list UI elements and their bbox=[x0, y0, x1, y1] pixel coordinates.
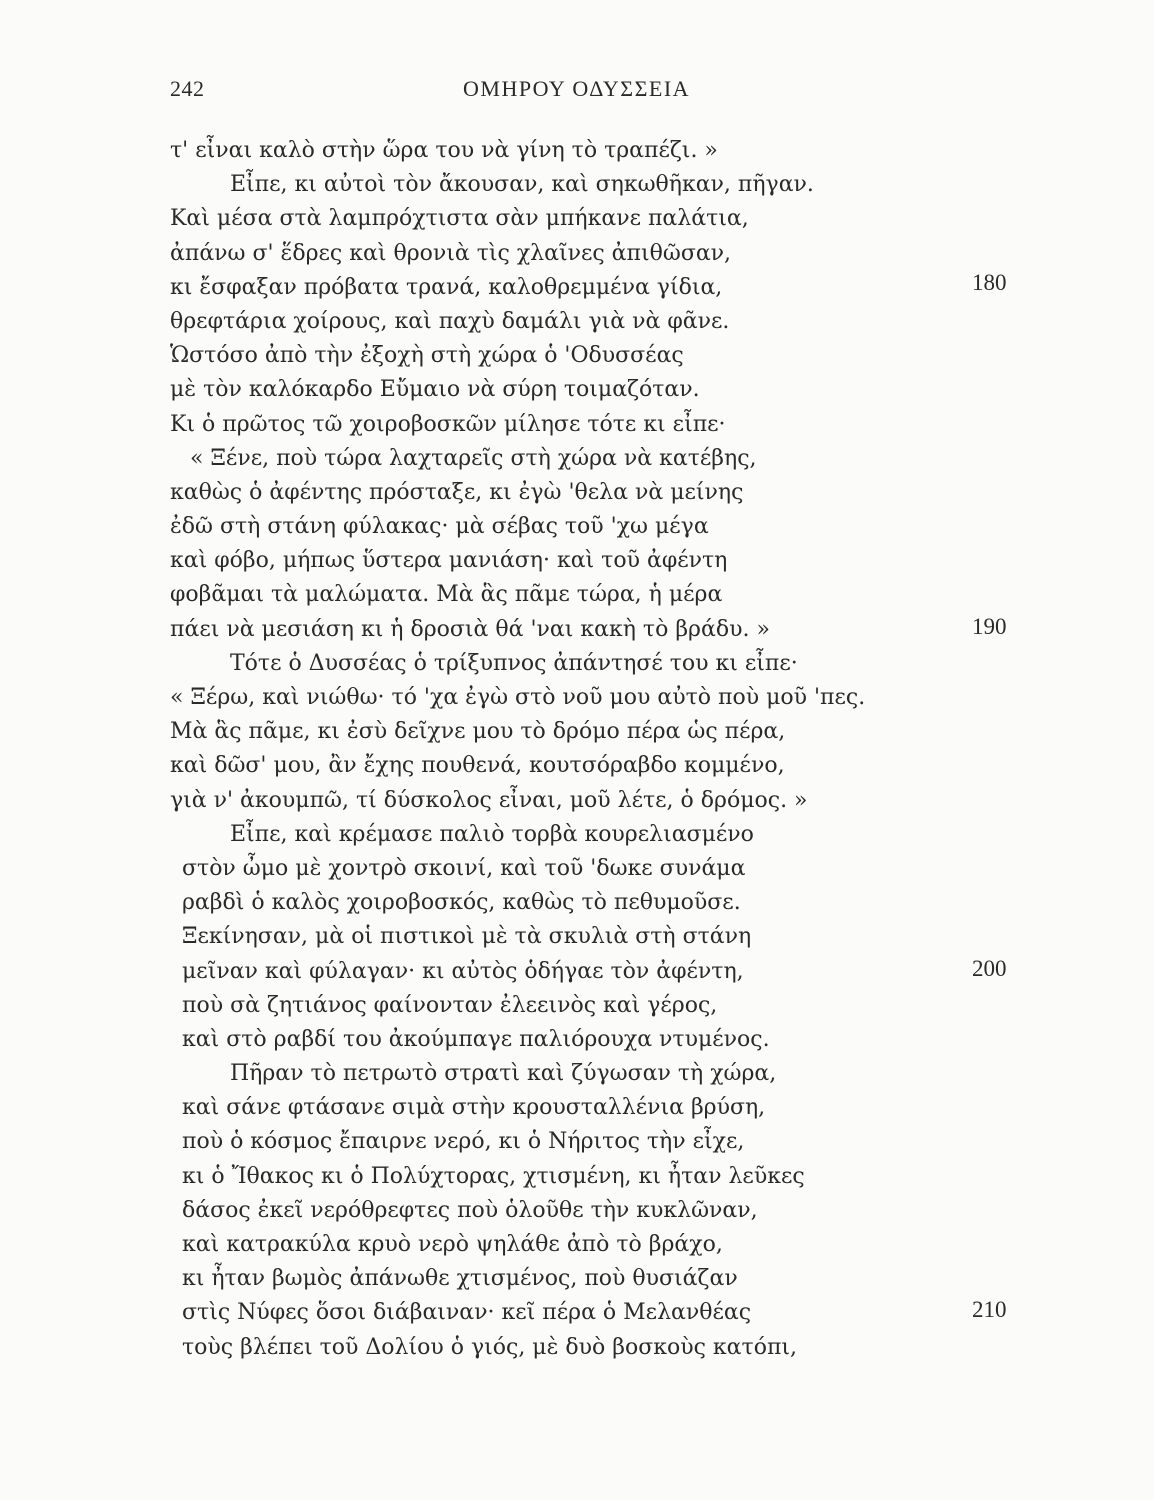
verse-line: καὶ φόβο, μήπως ὕστερα μανιάση· καὶ τοῦ ἀφέντη bbox=[170, 548, 728, 574]
verse-line: μὲ τὸν καλόκαρδο Εὔμαιο νὰ σύρη τοιμαζόταν. bbox=[170, 377, 700, 403]
verse-line: ποὺ ὁ κόσμος ἔπαιρνε νερό, κι ὁ Νήριτος τὴν εἶχε, bbox=[182, 1129, 745, 1155]
line-number-210: 210 bbox=[972, 1297, 1007, 1322]
verse-line: ποὺ σὰ ζητιάνος φαίνονταν ἐλεεινὸς καὶ γέρος, bbox=[182, 992, 718, 1018]
verse-line: γιὰ ν' ἀκουμπῶ, τί δύσκολος εἶναι, μοῦ λέτε, ὁ δρόμος. » bbox=[170, 787, 808, 813]
verse-line: Καὶ μέσα στὰ λαμπρόχτιστα σὰν μπήκανε παλάτια, bbox=[170, 206, 749, 232]
verse-line: τοὺς βλέπει τοῦ Δολίου ὁ γιός, μὲ δυὸ βοσκοὺς κατόπι, bbox=[182, 1334, 798, 1360]
verse-line: τ' εἶναι καλὸ στὴν ὥρα του νὰ γίνη τὸ τραπέζι. » bbox=[170, 138, 718, 163]
running-head: ΟΜΗΡΟΥ ΟΔΥΣΣΕΙΑ bbox=[463, 76, 691, 101]
verse-line: Εἶπε, καὶ κρέμασε παλιὸ τορβὰ κουρελιασμένο bbox=[230, 821, 754, 847]
verse-line: Εἶπε, κι αὐτοὶ τὸν ἄκουσαν, καὶ σηκωθῆκαν, πῆγαν. bbox=[230, 172, 814, 198]
verse-line: καὶ κατρακύλα κρυὸ νερὸ ψηλάθε ἀπὸ τὸ βράχο, bbox=[182, 1232, 723, 1257]
verse-line: Πῆραν τὸ πετρωτὸ στρατὶ καὶ ζύγωσαν τὴ χώρα, bbox=[230, 1061, 777, 1087]
verse-line: καὶ σάνε φτάσανε σιμὰ στὴν κρουσταλλένια βρύση, bbox=[182, 1095, 766, 1121]
verse-line: μεῖναν καὶ φύλαγαν· κι αὐτὸς ὁδήγαε τὸν ἀφέντη, bbox=[182, 958, 744, 984]
verse-line: θρεφτάρια χοίρους, καὶ παχὺ δαμάλι γιὰ νὰ φᾶνε. bbox=[170, 308, 730, 334]
verse-line: Μὰ ἃς πᾶμε, κι ἐσὺ δεῖχνε μου τὸ δρόμο πέρα ὡς πέρα, bbox=[170, 719, 786, 745]
verse-line: « Ξένε, ποὺ τώρα λαχταρεῖς στὴ χώρα νὰ κατέβης, bbox=[190, 445, 757, 471]
verse-line: « Ξέρω, καὶ νιώθω· τό 'χα ἐγὼ στὸ νοῦ μου αὐτὸ ποὺ μοῦ 'πες. bbox=[170, 685, 866, 710]
line-number-190: 190 bbox=[972, 614, 1007, 639]
verse-line: στὸν ὦμο μὲ χοντρὸ σκοινί, καὶ τοῦ 'δωκε συνάμα bbox=[182, 855, 746, 881]
verse-line: ἐδῶ στὴ στάνη φύλακας· μὰ σέβας τοῦ 'χω μέγα bbox=[170, 514, 709, 540]
verse-line: Κι ὁ πρῶτος τῶ χοιροβοσκῶν μίλησε τότε κι εἶπε· bbox=[170, 411, 726, 437]
verse-line: καὶ στὸ ραβδί του ἀκούμπαγε παλιόρουχα ντυμένος. bbox=[182, 1026, 770, 1052]
verse-line: στὶς Νύφες ὅσοι διάβαιναν· κεῖ πέρα ὁ Μελανθέας bbox=[182, 1300, 752, 1326]
line-number-180: 180 bbox=[972, 270, 1007, 295]
page-number: 242 bbox=[170, 76, 205, 101]
verse-line: κι ἦταν βωμὸς ἀπάνωθε χτισμένος, ποὺ θυσιάζαν bbox=[182, 1266, 738, 1292]
verse-line: Ὡστόσο ἀπὸ τὴν ἐξοχὴ στὴ χώρα ὁ 'Οδυσσέας bbox=[170, 343, 684, 369]
verse-line: ραβδὶ ὁ καλὸς χοιροβοσκός, καθὼς τὸ πεθυμοῦσε. bbox=[182, 890, 741, 916]
verse-line: κι ὁ Ἴθακος κι ὁ Πολύχτορας, χτισμένη, κι ἦταν λεῦκες bbox=[182, 1163, 805, 1189]
verse-line: καθὼς ὁ ἀφέντης πρόσταξε, κι ἐγὼ 'θελα νὰ μείνης bbox=[170, 479, 744, 505]
verse-line: ἀπάνω σ' ἕδρες καὶ θρονιὰ τὶς χλαῖνες ἀπιθῶσαν, bbox=[170, 240, 732, 266]
verse-line: Ξεκίνησαν, μὰ οἱ πιστικοὶ μὲ τὰ σκυλιὰ στὴ στάνη bbox=[182, 924, 752, 950]
verse-line: καὶ δῶσ' μου, ἂν ἔχης πουθενά, κουτσόραβδο κομμένο, bbox=[170, 753, 785, 779]
verse-line: δάσος ἐκεῖ νερόθρεφτες ποὺ ὁλοῦθε τὴν κυκλῶναν, bbox=[182, 1197, 758, 1223]
line-number-200: 200 bbox=[972, 956, 1007, 981]
verse-line: Τότε ὁ Δυσσέας ὁ τρίξυπνος ἀπάντησέ του κι εἶπε· bbox=[230, 650, 798, 676]
verse-block bbox=[170, 134, 970, 1365]
verse-line: φοβᾶμαι τὰ μαλώματα. Μὰ ἃς πᾶμε τώρα, ἡ μέρα bbox=[170, 582, 723, 608]
verse-line: πάει νὰ μεσιάση κι ἡ δροσιὰ θά 'ναι κακὴ τὸ βράδυ. » bbox=[170, 616, 770, 642]
verse-line: κι ἔσφαξαν πρόβατα τρανά, καλοθρεμμένα γίδια, bbox=[170, 274, 723, 300]
